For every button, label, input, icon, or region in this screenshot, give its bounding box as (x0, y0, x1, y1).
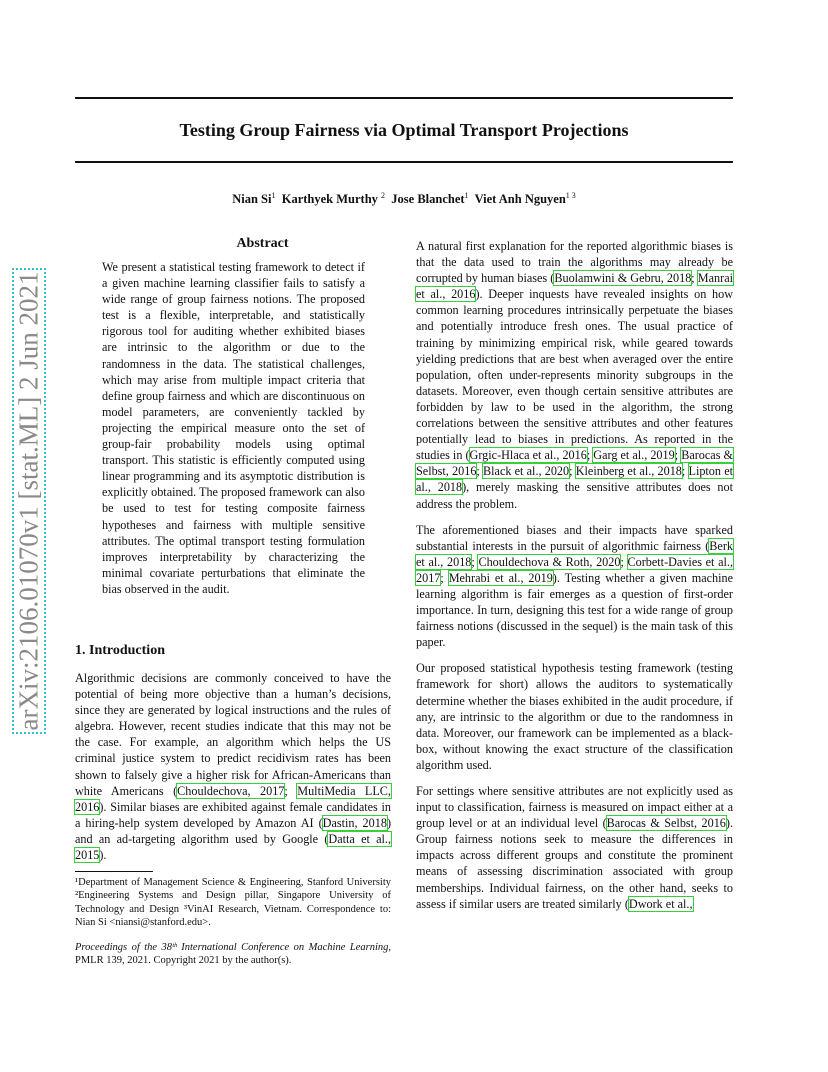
section-heading-introduction: 1. Introduction (75, 643, 165, 658)
author-name: Viet Anh Nguyen (474, 192, 566, 207)
citation-link[interactable]: Mehrabi et al., 2019 (448, 570, 553, 585)
citation-separator: ; (586, 448, 594, 463)
citation-link[interactable]: Manrai et al., 2016 (416, 271, 733, 302)
citation-separator: ; (471, 554, 479, 569)
citation-separator: ; (674, 448, 682, 463)
author-list (75, 191, 733, 207)
body-text: Algorithmic decisions are commonly conceived to have the potential of being more objective than a human’s decisions, since they are generated by logical instructions and the rules of algebra. However, recent studies indicate that this may not be the case. For example, an algorithm which helps the US criminal justice system to predict recidivism rates has been shown to falsely give a higher risk for African-Americans than white Americans ( (75, 671, 391, 798)
abstract-heading: Abstract (236, 236, 289, 251)
citation-link[interactable]: Barocas & Selbst, 2016 (606, 816, 726, 831)
citation-link[interactable]: Black et al., 2020 (483, 464, 570, 479)
top-rule (75, 97, 733, 99)
citation-link[interactable]: Garg et al., 2019 (593, 448, 675, 463)
citation-separator: ; (476, 464, 484, 479)
introduction-paragraph (75, 670, 391, 863)
body-paragraph (416, 783, 733, 912)
citation-separator: ; (440, 570, 449, 585)
arxiv-identifier: arXiv:2106.01070v1 [stat.ML] 2 Jun 2021 (13, 271, 44, 731)
author-affiliation: 1 3 (565, 191, 576, 200)
paper-title: Testing Group Fairness via Optimal Transport Projections (179, 120, 629, 140)
body-paragraph (416, 238, 733, 512)
body-text: The aforementioned biases and their impacts have sparked substantial interests in the pursuit of algorithmic fairness ( (416, 522, 733, 553)
citation-link[interactable]: Corbett-Davies et al., 2017 (416, 554, 733, 585)
proceedings-note (75, 941, 391, 968)
citation-link[interactable]: Chouldechova & Roth, 2020 (478, 554, 621, 569)
body-paragraph: Our proposed statistical hypothesis testing framework (testing framework for short) allows the auditors to systematically determine whether the biases exhibited in the audit procedure, if any, are intrinsic to the algorithm or due to the randomness in data. Moreover, our framework can be implemented as a black-box, without knowing the exact structure of the classification algorithm used. (416, 661, 733, 772)
citation-link[interactable]: Berk et al., 2018 (416, 538, 733, 569)
proceedings-title: Proceedings of the 38ᵗʰ International Conference on Machine Learning (75, 942, 389, 953)
author-name: Karthyek Murthy (281, 192, 378, 207)
citation-link[interactable]: Barocas & Selbst, 2016 (416, 448, 733, 479)
arxiv-identifier-link[interactable] (12, 268, 46, 734)
body-text: For settings where sensitive attributes are not explicitly used as input to classification, fairness is measured on impact either at a group level or at an individual level ( (416, 784, 733, 831)
body-text: ) and an ad-targeting algorithm used by Google ( (75, 815, 391, 846)
body-text: A natural first explanation for the reported algorithmic biases is that the data used to train the algorithms may already be corrupted by human biases ( (416, 239, 733, 286)
citation-link[interactable]: Grgic-Hlaca et al., 2016 (469, 448, 587, 463)
citation-separator: ; (284, 783, 298, 798)
proceedings-details: , PMLR 139, 2021. Copyright 2021 by the author(s). (75, 942, 391, 967)
citation-link[interactable]: Datta et al., 2015 (75, 831, 392, 863)
citation-link[interactable]: Kleinberg et al., 2018 (575, 464, 682, 479)
citation-separator: ; (691, 271, 698, 286)
citation-separator: ; (569, 464, 576, 479)
affiliation-footnote: ¹Department of Management Science & Engineering, Stanford University ²Engineering Systems and Design pillar, Singapore University of Technology and Design ³VinAI Research, Vietnam. Correspondence to: Nian Si <niansi@stanford.edu>. (75, 877, 391, 928)
citation-link[interactable]: MultiMedia LLC, 2016 (75, 783, 391, 814)
author-name: Nian Si (232, 192, 272, 207)
body-text: ). Testing whether a given machine learning algorithm is fair emerges as a question of first-order importance. In turn, designing this test for a wide range of group fairness notions (discussed in the sequel) is the main task of this paper. (416, 570, 733, 650)
citation-link[interactable]: Chouldechova, 2017 (177, 783, 285, 798)
footnote-rule (75, 871, 153, 872)
body-text: ). Deeper inquests have revealed insights on how common learning procedures intrinsically perpetuate the biases and potentially introduce fresh ones. The usual practice of training by minimizing empirical risk, while geared towards yielding predictions that are best when averaged over the entire population, often under-represents minority subgroups in the datasets. Moreover, even though certain sensitive attributes are forbidden by law to be used in the algorithm, the strong correlations between the sensitive attributes and other features potentially lead to biases in predictions. As reported in the studies in ( (416, 287, 733, 463)
right-column (416, 238, 733, 922)
body-text: ). (99, 848, 107, 863)
citation-link[interactable]: Dwork et al., (628, 896, 693, 911)
author-affiliation: 1 (464, 191, 469, 200)
author-affiliation: 2 (381, 191, 386, 200)
citation-link[interactable]: Dastin, 2018 (322, 815, 387, 830)
citation-separator: ; (620, 554, 628, 569)
citation-separator: ; (681, 464, 689, 479)
citation-link[interactable]: Buolamwini & Gebru, 2018 (554, 271, 692, 286)
body-text: ), merely masking the sensitive attributes does not address the problem. (416, 480, 734, 511)
author-affiliation: 1 (271, 191, 276, 200)
title-bottom-rule (75, 161, 733, 163)
author-name: Jose Blanchet (391, 192, 465, 207)
body-text: ). Similar biases are exhibited against female candidates in a hiring-help system developed by Amazon AI ( (75, 799, 391, 830)
abstract-text: We present a statistical testing framework to detect if a given machine learning classifier fails to satisfy a wide range of group fairness notions. The proposed test is a flexible, interpretable, and statistically rigorous tool for auditing whether exhibited biases are intrinsic to the algorithm or due to the randomness in the data. The statistical challenges, which may arise from multiple impact criteria that define group fairness and which are discontinuous on model parameters, are conveniently tackled by projecting the empirical measure onto the set of group-fair probability models using optimal transport. This statistic is efficiently computed using linear programming and its asymptotic distribution is explicitly obtained. The proposed framework can also be used to test for testing composite fairness hypotheses and fairness with multiple sensitive attributes. The optimal transport testing formulation improves interpretability by characterizing the minimal covariate perturbations that eliminate the bias observed in the audit. (102, 260, 365, 596)
body-paragraph (416, 522, 733, 651)
body-text: ). Group fairness notions seek to measure the differences in impacts across different groups and constitute the prominent means of assessing discrimination associated with group memberships. Individual fairness, on the other hand, seeks to assess if similar users are treated similarly ( (416, 816, 733, 911)
citation-link[interactable]: Lipton et al., 2018 (416, 464, 733, 495)
